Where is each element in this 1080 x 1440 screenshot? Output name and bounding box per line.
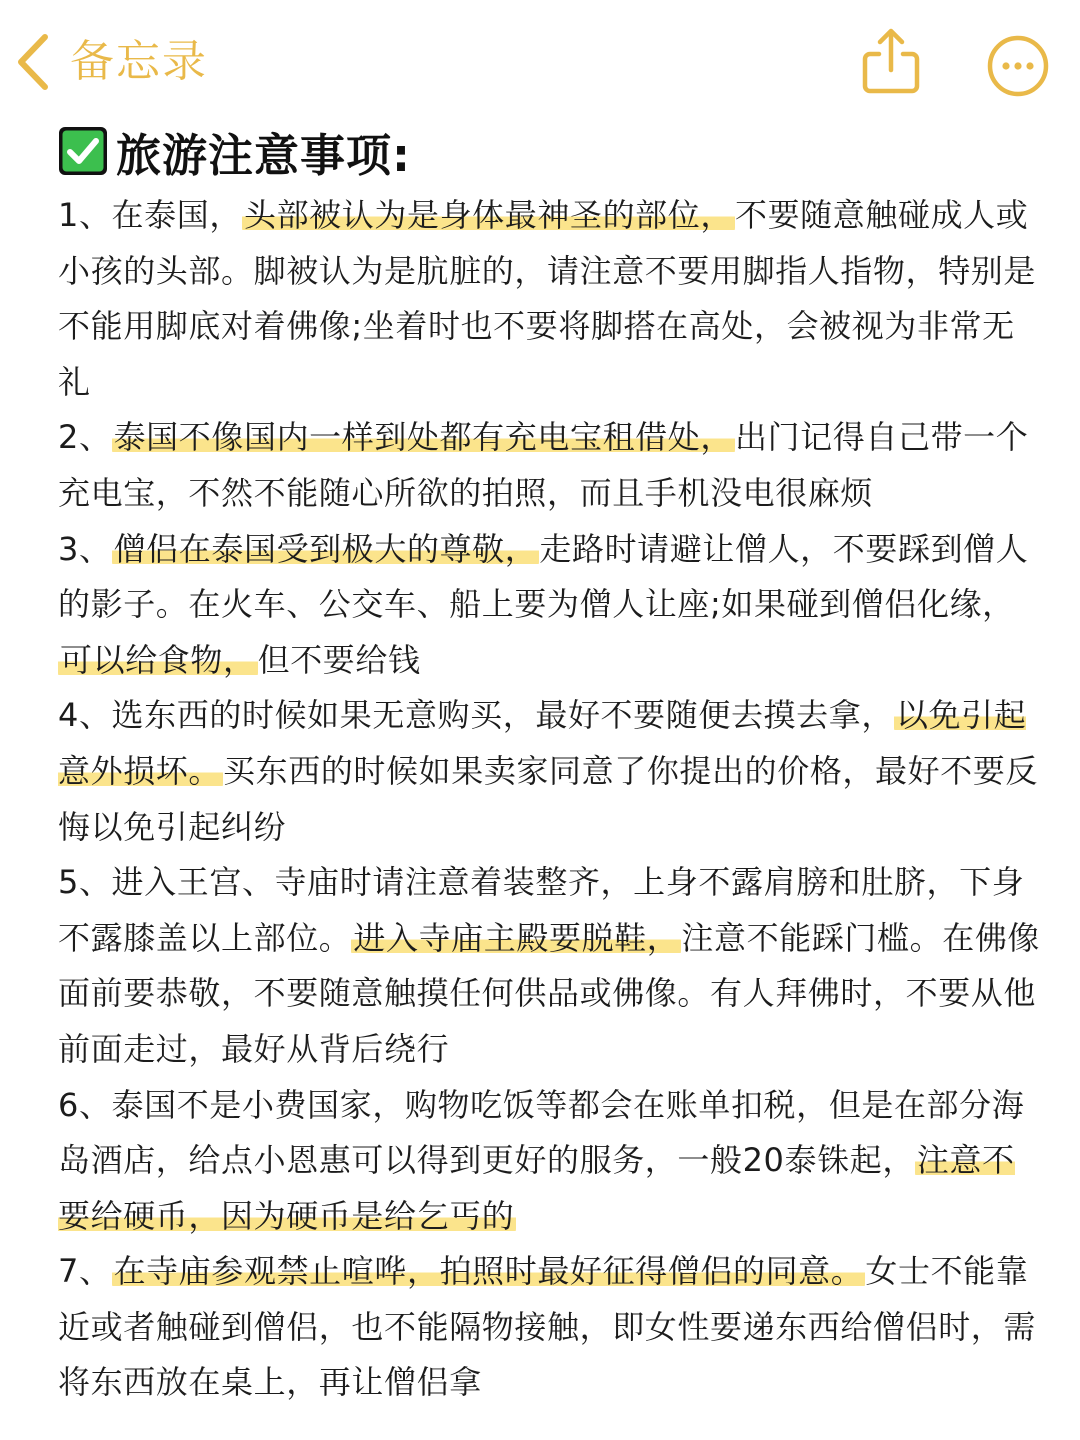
share-icon [860, 26, 922, 96]
note-title: 旅游注意事项: [116, 128, 411, 182]
note-item-2 [58, 410, 1043, 521]
item-text: 6、泰国不是小费国家，购物吃饭等都会在账单扣税，但是在部分海岛酒店，给点小恩惠可以得到更好的服务，一般20泰铢起， [58, 1085, 1025, 1180]
note-item-1 [58, 188, 1043, 410]
highlighted-text: 以免引起意外损坏。 [58, 696, 1027, 790]
note-item-5 [58, 855, 1043, 1077]
item-text: 7、 [58, 1252, 112, 1291]
item-text: 不要随意触碰成人或小孩的头部。脚被认为是肮脏的，请注意不要用脚指人指物，特别是不能用脚底对着佛像;坐着时也不要将脚搭在高处，会被视为非常无礼 [58, 196, 1037, 401]
navigation-bar [0, 0, 1080, 120]
item-text: 5、进入王宫、寺庙时请注意着装整齐，上身不露肩膀和肚脐，下身不露膝盖以上部位。 [58, 863, 1025, 957]
item-text: 1、在泰国， [58, 196, 242, 234]
ellipsis-circle-icon [986, 34, 1050, 98]
item-text: 买东西的时候如果卖家同意了你提出的价格，最好不要反悔以免引起纠纷 [58, 751, 1039, 846]
highlighted-text: 注意不要给硬币，因为硬币是给乞丐的 [58, 1141, 1015, 1235]
note-item-7 [58, 1244, 1043, 1411]
back-label: 备忘录 [70, 36, 208, 87]
item-text: 2、 [58, 418, 112, 457]
highlighted-text: 泰国不像国内一样到处都有充电宝租借处， [113, 418, 733, 457]
item-text: 4、选东西的时候如果无意购买，最好不要随便去摸去拿， [58, 696, 894, 735]
share-button[interactable] [860, 26, 922, 96]
item-text: 3、 [58, 529, 112, 568]
note-title-row [58, 118, 1043, 184]
back-button[interactable] [16, 30, 208, 94]
item-text: 出门记得自己带一个充电宝，不然不能随心所欲的拍照，而且手机没电很麻烦 [58, 418, 1029, 512]
note-item-3 [58, 522, 1043, 689]
highlighted-text: 进入寺庙主殿要脱鞋， [353, 918, 680, 957]
chevron-left-icon [16, 33, 50, 91]
item-text: 注意不能踩门槛。在佛像面前要恭敬，不要随意触摸任何供品或佛像。有人拜佛时，不要从他前面走过，最好从背后绕行 [58, 918, 1041, 1068]
note-item-4 [58, 688, 1043, 855]
highlighted-text: 头部被认为是身体最神圣的部位， [243, 196, 733, 234]
note-item-6 [58, 1078, 1043, 1245]
check-mark-button-icon [58, 126, 108, 176]
highlighted-text: 僧侣在泰国受到极大的尊敬， [113, 529, 538, 568]
highlighted-text: 可以给食物， [60, 640, 256, 679]
item-text: 女士不能靠近或者触碰到僧侣，也不能隔物接触，即女性要递东西给僧侣时，需将东西放在桌上，再让僧侣拿 [58, 1252, 1037, 1402]
item-text: 走路时请避让僧人，不要踩到僧人的影子。在火车、公交车、船上要为僧人让座;如果碰到僧侣化缘， [58, 529, 1029, 624]
highlighted-text: 在寺庙参观禁止喧哗，拍照时最好征得僧侣的同意。 [113, 1252, 864, 1291]
item-text: 但不要给钱 [257, 640, 421, 679]
more-options-button[interactable] [986, 34, 1050, 98]
note-body[interactable] [58, 118, 1043, 1411]
